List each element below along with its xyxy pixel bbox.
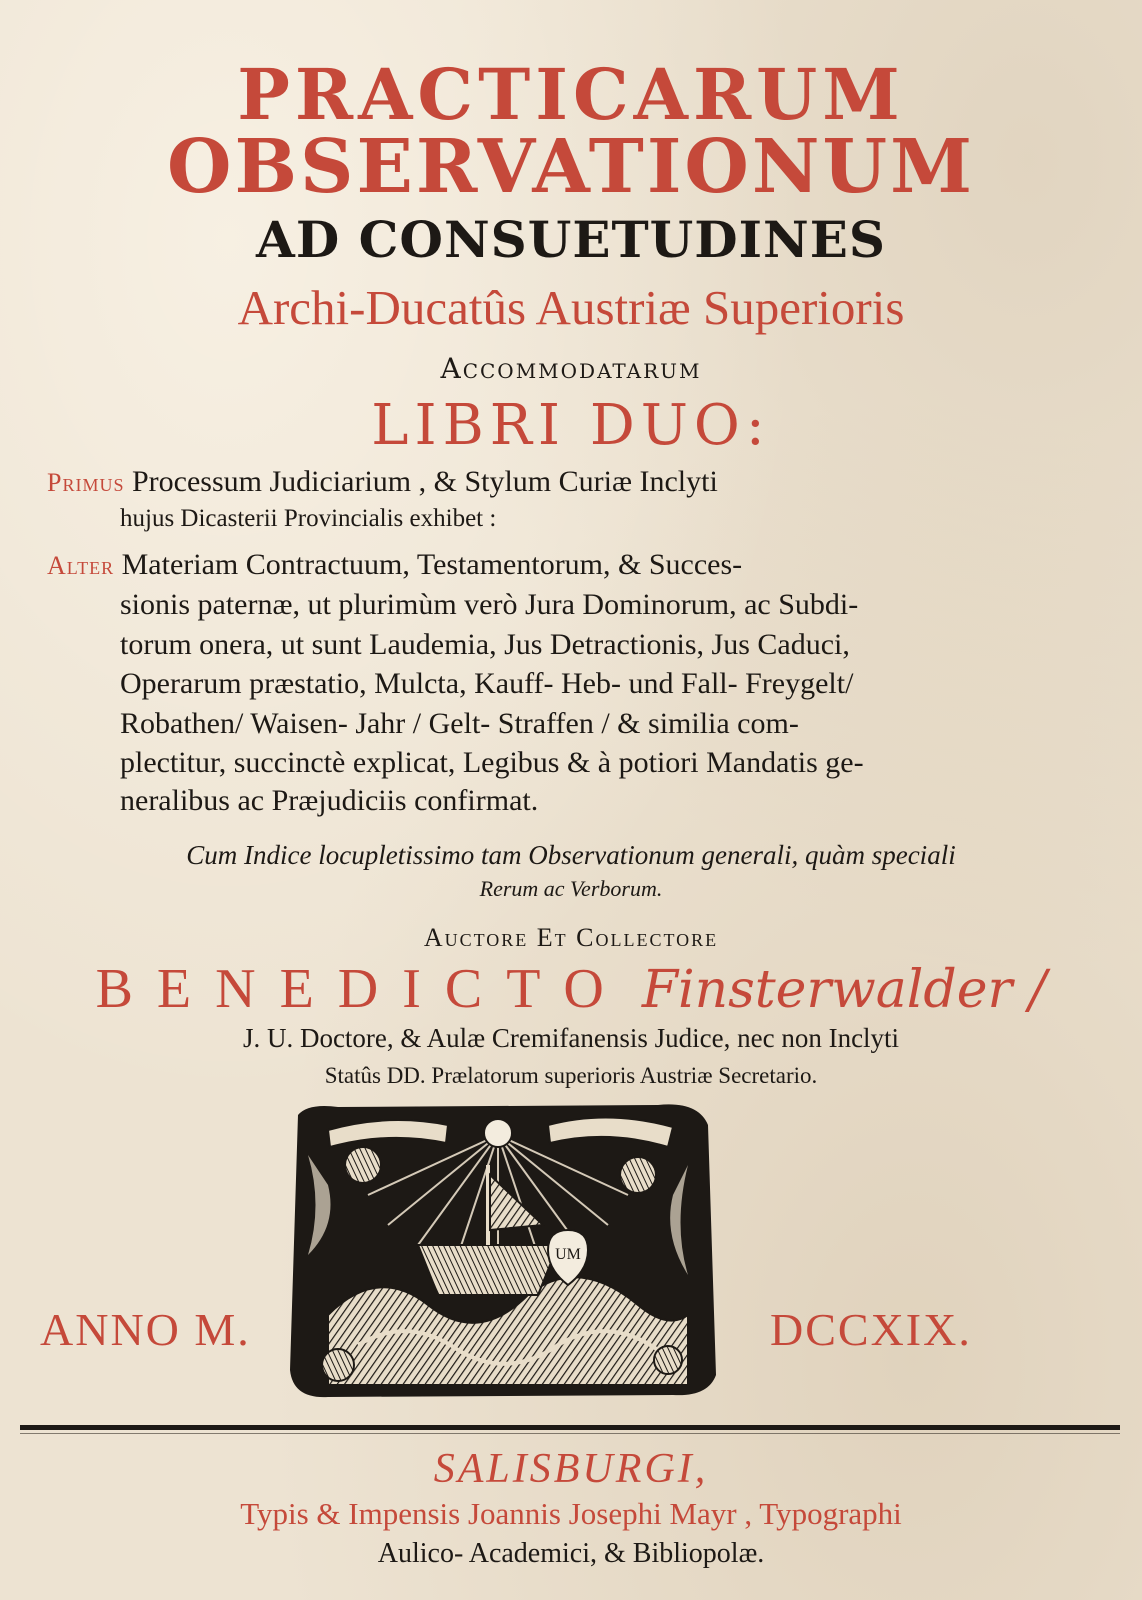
alter-text: Materiam Contractuum, Testamentorum, & Succes-: [121, 548, 743, 581]
imprint-printer-2: Aulico- Academici, & Bibliopolæ.: [377, 1538, 765, 1569]
primus-continuation: hujus Dicasterii Provincialis exhibet :: [120, 505, 497, 532]
alter-body-line: torum onera, ut sunt Laudemia, Jus Detractionis, Jus Caduci,: [120, 628, 850, 661]
author-title-line-2: Statûs DD. Prælatorum superioris Austriæ Secretario.: [324, 1063, 818, 1088]
author-name: [0, 958, 1142, 1020]
alter-body-line: Robathen/ Waisen- Jahr / Gelt- Straffen / & similia com-: [120, 707, 799, 740]
author-family-name: Finsterwalder /: [641, 960, 1047, 1020]
alter-body-line: Operarum præstatio, Mulcta, Kauff- Heb- und Fall- Freygelt/: [120, 667, 854, 700]
horizontal-rule: [20, 1425, 1120, 1430]
imprint-city: SALISBURGI,: [433, 1446, 709, 1492]
title-line-archiducatus: Archi-Ducatûs Austriæ Superioris: [237, 280, 905, 335]
title-line-accommodatarum: Accommodatarum: [440, 352, 702, 385]
alter-body-line: neralibus ac Præjudiciis confirmat.: [120, 784, 539, 817]
alter-line: [47, 550, 742, 580]
index-line-2: Rerum ac Verborum.: [479, 876, 663, 901]
horizontal-rule-thin: [20, 1433, 1120, 1434]
title-line-observationum: OBSERVATIONUM: [167, 124, 975, 210]
index-line: Cum Indice locupletissimo tam Observationum generali, quàm speciali: [186, 840, 956, 870]
alter-body-line: plectitur, succinctè explicat, Legibus & à potiori Mandatis ge-: [120, 746, 864, 779]
title-line-practicarum: PRACTICARUM: [237, 53, 905, 136]
primus-text: Processum Judiciarium , & Stylum Curiæ Inclyti: [131, 465, 718, 498]
imprint-printer: Typis & Impensis Joannis Josephi Mayr , Typographi: [240, 1496, 902, 1531]
alter-body-line: sionis paternæ, ut plurimùm verò Jura Dominorum, ac Subdi-: [120, 588, 859, 621]
alter-lead: Alter: [47, 551, 115, 580]
author-title-line-1: J. U. Doctore, & Aulæ Cremifanensis Judice, nec non Inclyti: [242, 1023, 900, 1053]
woodcut-printers-device-icon: [268, 1095, 728, 1405]
title-line-consuetudines: AD CONSUETUDINES: [256, 210, 886, 269]
author-given-name: BENEDICTO: [95, 958, 628, 1020]
primus-lead: Primus: [47, 468, 125, 497]
title-line-libri-duo: LIBRI DUO:: [371, 393, 771, 458]
svg-text:UM: UM: [555, 1246, 581, 1263]
author-label: Auctore Et Collectore: [423, 923, 719, 952]
primus-line: [47, 467, 718, 497]
date-right: DCCXIX.: [770, 1304, 972, 1355]
date-left: ANNO M.: [40, 1304, 251, 1355]
